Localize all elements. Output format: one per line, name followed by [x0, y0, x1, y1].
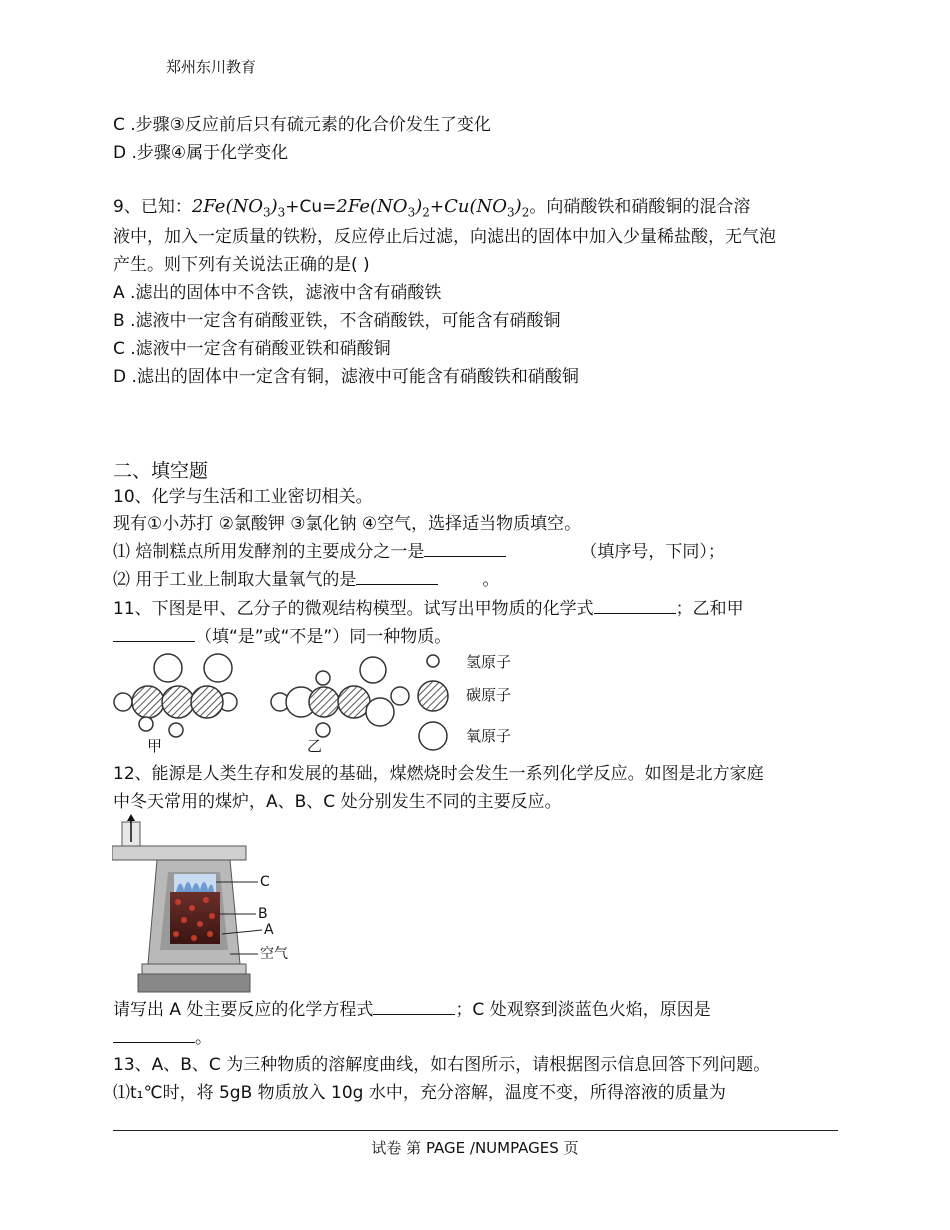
q13-line1: 13、A、B、C 为三种物质的溶解度曲线，如右图所示，请根据图示信息回答下列问题。	[113, 1055, 771, 1075]
legend-carbon-label: 碳原子	[466, 686, 512, 704]
q9-option-b: B .滤液中一定含有硝酸亚铁，不含硝酸铁，可能含有硝酸铜	[113, 311, 561, 331]
label-jia: 甲	[147, 737, 163, 755]
q10-part1: ⑴ 焙制糕点所用发酵剂的主要成分之一是 （填序号，下同）；	[113, 542, 725, 562]
answer-blank[interactable]	[113, 1026, 195, 1043]
q12-line2: 中冬天常用的煤炉，A、B、C 处分别发生不同的主要反应。	[113, 792, 562, 812]
q9-equation-left: $2Fe(NO_3)_3$	[191, 196, 286, 220]
q9-equation-right2: $Cu(NO_3)_2$	[444, 196, 530, 220]
molecule-model-figure	[110, 650, 530, 758]
legend-oxygen-icon	[419, 722, 447, 750]
legend-hydrogen-icon	[427, 655, 439, 667]
q9-prefix: 9、已知：	[113, 197, 192, 217]
label-a: A	[264, 922, 274, 938]
legend-oxygen-label: 氧原子	[466, 727, 512, 745]
coal-stove-figure	[112, 814, 312, 994]
q13-line2: ⑴t₁℃时，将 5gB 物质放入 10g 水中，充分溶解，温度不变，所得溶液的质量为	[113, 1083, 726, 1103]
footer-rule	[113, 1130, 838, 1131]
q8-option-d: D .步骤④属于化学变化	[113, 143, 289, 163]
q12-line1: 12、能源是人类生存和发展的基础，煤燃烧时会发生一系列化学反应。如图是北方家庭	[113, 764, 764, 784]
q9-plus-cu: +Cu=	[285, 197, 337, 217]
molecule-jia	[114, 654, 237, 737]
answer-blank[interactable]	[113, 625, 195, 642]
q9-stem-line3: 产生。则下列有关说法正确的是( )	[113, 255, 370, 275]
label-b: B	[258, 906, 268, 922]
q9-option-c: C .滤液中一定含有硝酸亚铁和硝酸铜	[113, 339, 391, 359]
q9-stem-line2: 液中，加入一定质量的铁粉，反应停止后过滤，向滤出的固体中加入少量稀盐酸，无气泡	[113, 227, 776, 247]
q11-line2: （填“是”或“不是”）同一种物质。	[113, 625, 451, 648]
q9-stem-line1	[113, 196, 750, 224]
legend-carbon-icon	[418, 681, 448, 711]
molecule-yi	[271, 657, 409, 737]
label-yi: 乙	[307, 737, 323, 755]
q12-line4: 。	[113, 1026, 212, 1049]
answer-blank[interactable]	[356, 568, 438, 585]
stove-top	[112, 846, 246, 860]
answer-blank[interactable]	[424, 540, 506, 557]
answer-blank[interactable]	[373, 998, 455, 1015]
q10-line1: 10、化学与生活和工业密切相关。	[113, 487, 373, 507]
q11-line1: 11、下图是甲、乙分子的微观结构模型。试写出甲物质的化学式 ；乙和甲	[113, 599, 744, 619]
q9-option-d: D .滤出的固体中一定含有铜，滤液中可能含有硝酸铁和硝酸铜	[113, 367, 579, 387]
section-title: 二、填空题	[113, 460, 209, 482]
q9-option-a: A .滤出的固体中不含铁，滤液中含有硝酸铁	[113, 283, 442, 303]
label-c: C	[260, 874, 270, 890]
answer-blank[interactable]	[594, 597, 676, 614]
q9-stem-after: 。向硝酸铁和硝酸铜的混合溶	[529, 197, 751, 217]
q9-plus: +	[429, 197, 445, 217]
q10-line2: 现有①小苏打 ②氯酸钾 ③氯化钠 ④空气，选择适当物质填空。	[113, 514, 582, 534]
footer-page: 试卷 第 PAGE /NUMPAGES 页	[371, 1139, 579, 1157]
stove-base	[138, 974, 250, 992]
q12-line3: 请写出 A 处主要反应的化学方程式 ；C 处观察到淡蓝色火焰，原因是	[113, 1000, 711, 1020]
q10-part2: ⑵ 用于工业上制取大量氧气的是 。	[113, 570, 500, 590]
label-air: 空气	[260, 946, 288, 962]
header-org: 郑州东川教育	[166, 58, 257, 76]
q9-equation-right1: $2Fe(NO_3)_2$	[336, 196, 430, 220]
q8-option-c: C .步骤③反应前后只有硫元素的化合价发生了变化	[113, 115, 491, 135]
legend-hydrogen-label: 氢原子	[466, 653, 512, 671]
